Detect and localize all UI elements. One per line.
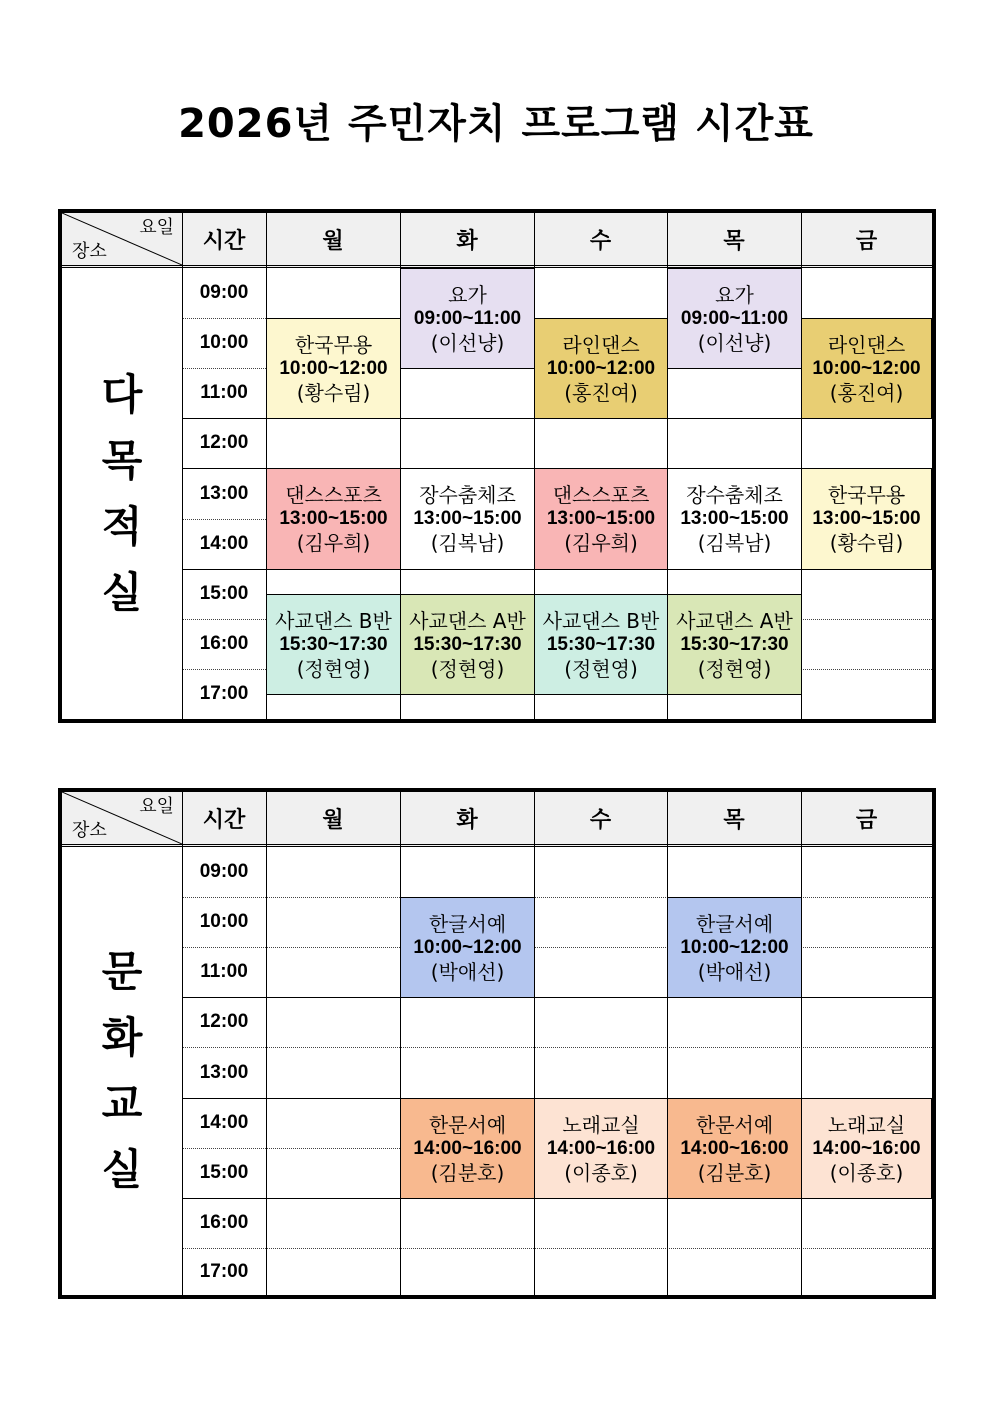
class-name: 한글서예 bbox=[428, 911, 507, 936]
place-char: 화 bbox=[101, 1013, 143, 1062]
class-time: 15:30~17:30 bbox=[546, 633, 656, 655]
time-slot: 12:00 bbox=[199, 432, 249, 453]
class-name: 요가 bbox=[448, 282, 487, 307]
class-time: 13:00~15:00 bbox=[279, 508, 388, 529]
header-day-tue: 화 bbox=[456, 807, 478, 833]
class-name: 사교댄스 A반 bbox=[409, 608, 526, 633]
schedule-table-culture-room bbox=[58, 788, 936, 1299]
class-time: 13:00~15:00 bbox=[812, 508, 921, 529]
time-slot: 15:00 bbox=[199, 583, 249, 604]
header-day-thu: 목 bbox=[723, 807, 745, 833]
header-day-thu: 목 bbox=[723, 228, 745, 254]
place-char: 문 bbox=[101, 947, 143, 996]
class-name: 한문서예 bbox=[695, 1112, 774, 1137]
time-slot: 17:00 bbox=[199, 683, 249, 704]
class-instructor: (홍진여) bbox=[564, 380, 638, 405]
time-slot: 09:00 bbox=[199, 861, 249, 882]
class-name: 사교댄스 A반 bbox=[676, 608, 793, 633]
class-instructor: (황수림) bbox=[296, 380, 371, 405]
class-instructor: (김우희) bbox=[296, 531, 371, 555]
class-instructor: (이종호) bbox=[829, 1160, 904, 1185]
class-instructor: (김복남) bbox=[430, 531, 505, 555]
time-slot: 14:00 bbox=[199, 533, 249, 554]
place-char: 적 bbox=[101, 501, 143, 551]
class-time: 09:00~11:00 bbox=[413, 307, 522, 329]
class-block-social-dance-b bbox=[534, 594, 668, 695]
header-time: 시간 bbox=[202, 228, 246, 254]
place-char: 목 bbox=[101, 435, 143, 485]
class-name: 노래교실 bbox=[562, 1112, 640, 1137]
class-instructor: (정현영) bbox=[697, 656, 772, 681]
corner-day-label: 요일 bbox=[139, 217, 174, 238]
corner-day-label: 요일 bbox=[139, 796, 174, 817]
class-block-dance-sport bbox=[266, 468, 401, 570]
time-slot: 12:00 bbox=[199, 1011, 249, 1032]
class-block-longevity-exercise bbox=[400, 468, 535, 570]
time-slot: 14:00 bbox=[199, 1112, 249, 1133]
class-block-dance-sport bbox=[534, 468, 668, 570]
place-char: 실 bbox=[101, 567, 143, 617]
class-name: 라인댄스 bbox=[827, 332, 906, 357]
class-block-longevity-exercise bbox=[667, 468, 802, 570]
class-block-korean-dance bbox=[801, 468, 932, 570]
class-block-singing-class bbox=[534, 1098, 668, 1199]
class-name: 한국무용 bbox=[827, 483, 906, 507]
class-block-hanmun-calligraphy bbox=[667, 1098, 802, 1199]
class-time: 10:00~12:00 bbox=[680, 936, 789, 958]
class-block-yoga bbox=[400, 268, 535, 369]
class-time: 10:00~12:00 bbox=[413, 936, 522, 958]
class-instructor: (이선냥) bbox=[697, 330, 772, 355]
class-block-yoga bbox=[667, 268, 802, 369]
corner-cell bbox=[62, 213, 182, 265]
header-day-mon: 월 bbox=[322, 807, 344, 833]
class-name: 사교댄스 B반 bbox=[275, 608, 392, 633]
class-name: 요가 bbox=[715, 282, 754, 307]
class-name: 사교댄스 B반 bbox=[542, 608, 660, 633]
class-time: 13:00~15:00 bbox=[546, 508, 656, 529]
class-name: 장수춤체조 bbox=[419, 483, 516, 507]
schedule-table-multipurpose bbox=[58, 209, 936, 723]
place-char: 실 bbox=[101, 1145, 143, 1194]
class-block-hangul-calligraphy bbox=[400, 897, 535, 998]
corner-cell bbox=[62, 792, 182, 844]
class-block-social-dance-a bbox=[400, 594, 535, 695]
class-instructor: (정현영) bbox=[564, 656, 638, 681]
header-time: 시간 bbox=[202, 807, 246, 833]
class-instructor: (이선냥) bbox=[430, 330, 505, 355]
class-time: 14:00~16:00 bbox=[680, 1137, 789, 1159]
time-slot: 17:00 bbox=[199, 1260, 249, 1282]
class-instructor: (황수림) bbox=[829, 531, 904, 555]
class-block-line-dance bbox=[534, 318, 668, 419]
class-block-social-dance-b bbox=[266, 594, 401, 695]
class-name: 한문서예 bbox=[428, 1112, 507, 1137]
corner-place-label: 장소 bbox=[72, 241, 107, 262]
page-title: 2026년 주민자치 프로그램 시간표 bbox=[178, 101, 814, 147]
place-label-multipurpose bbox=[62, 268, 182, 719]
class-name: 한국무용 bbox=[294, 332, 373, 357]
place-char: 교 bbox=[101, 1079, 143, 1128]
time-slot: 10:00 bbox=[199, 332, 249, 353]
time-slot: 16:00 bbox=[199, 633, 249, 654]
class-instructor: (박애선) bbox=[697, 959, 772, 984]
class-block-social-dance-a bbox=[667, 594, 802, 695]
class-instructor: (김복남) bbox=[697, 531, 772, 555]
class-instructor: (김분호) bbox=[697, 1160, 772, 1185]
time-slot: 10:00 bbox=[199, 911, 249, 932]
header-day-tue: 화 bbox=[456, 228, 478, 254]
class-instructor: (박애선) bbox=[430, 959, 505, 984]
class-block-korean-dance bbox=[266, 318, 401, 419]
class-instructor: (이종호) bbox=[564, 1160, 638, 1185]
class-time: 14:00~16:00 bbox=[546, 1137, 656, 1159]
class-instructor: (홍진여) bbox=[829, 380, 904, 405]
time-slot: 13:00 bbox=[199, 482, 249, 504]
class-name: 장수춤체조 bbox=[686, 483, 783, 507]
time-slot: 11:00 bbox=[200, 961, 248, 982]
class-name: 댄스스포츠 bbox=[285, 483, 382, 507]
class-time: 15:30~17:30 bbox=[279, 633, 388, 655]
header-day-mon: 월 bbox=[322, 228, 344, 254]
class-instructor: (정현영) bbox=[430, 656, 505, 681]
time-slot: 16:00 bbox=[199, 1212, 249, 1233]
class-time: 14:00~16:00 bbox=[413, 1137, 522, 1159]
class-name: 노래교실 bbox=[827, 1112, 906, 1137]
header-day-fri: 금 bbox=[855, 228, 878, 254]
header-day-wed: 수 bbox=[589, 807, 612, 833]
corner-place-label: 장소 bbox=[72, 820, 107, 841]
time-slot: 09:00 bbox=[199, 282, 249, 303]
class-name: 라인댄스 bbox=[562, 332, 640, 357]
class-name: 한글서예 bbox=[695, 911, 774, 936]
place-label-culture-room bbox=[62, 847, 182, 1295]
class-time: 13:00~15:00 bbox=[680, 508, 789, 529]
place-char: 다 bbox=[101, 369, 143, 419]
class-block-hangul-calligraphy bbox=[667, 897, 802, 998]
class-time: 09:00~11:00 bbox=[680, 307, 789, 329]
class-block-hanmun-calligraphy bbox=[400, 1098, 535, 1199]
class-block-line-dance bbox=[801, 318, 932, 419]
class-time: 15:30~17:30 bbox=[680, 633, 789, 655]
class-block-singing-class bbox=[801, 1098, 932, 1199]
class-time: 15:30~17:30 bbox=[413, 633, 522, 655]
class-time: 14:00~16:00 bbox=[812, 1137, 921, 1159]
class-name: 댄스스포츠 bbox=[552, 483, 650, 507]
time-slot: 11:00 bbox=[200, 382, 248, 403]
class-time: 10:00~12:00 bbox=[546, 357, 656, 379]
time-slot: 13:00 bbox=[199, 1061, 249, 1083]
time-slot: 15:00 bbox=[199, 1162, 249, 1183]
class-instructor: (김분호) bbox=[430, 1160, 505, 1185]
class-instructor: (정현영) bbox=[296, 656, 371, 681]
class-time: 10:00~12:00 bbox=[812, 357, 921, 379]
class-time: 10:00~12:00 bbox=[279, 357, 388, 379]
class-instructor: (김우희) bbox=[564, 531, 638, 555]
class-time: 13:00~15:00 bbox=[413, 508, 522, 529]
header-day-wed: 수 bbox=[589, 228, 612, 254]
header-day-fri: 금 bbox=[855, 807, 878, 833]
